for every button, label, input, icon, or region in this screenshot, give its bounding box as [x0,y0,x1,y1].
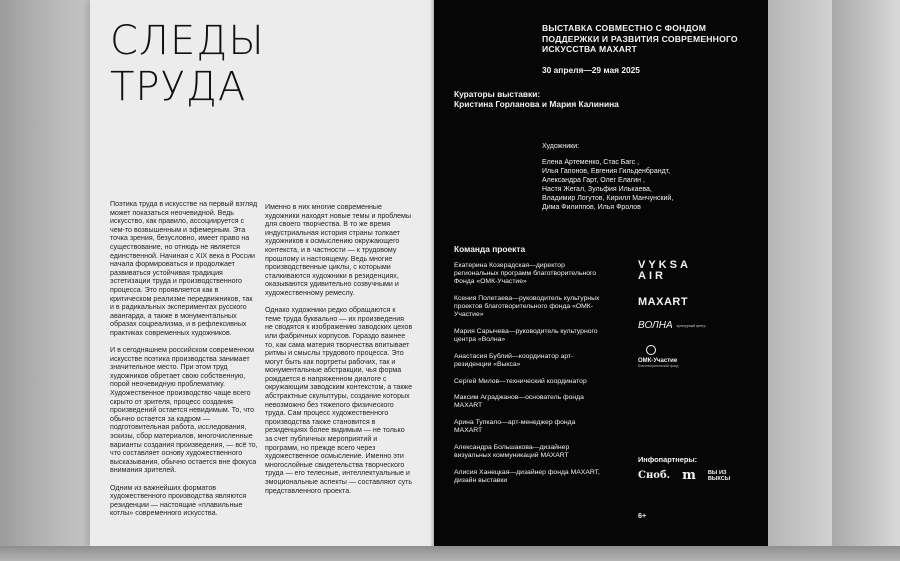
vy-iz-vyksy-logo: ВЫ ИЗ ВЫКСЫ [707,469,731,482]
info-partners-label: Инфопартнеры: [638,455,698,464]
omk-logo-subtitle: благотворительный фонд [638,364,679,368]
page-title [110,18,265,110]
volna-logo [638,320,748,331]
artists-line: Елена Артеменко, Стас Багс , [542,159,640,166]
team-member: Екатерина Козерадская—директор региональных программ благотворительного Фонда «ОМК-Участие» [454,262,597,286]
artists-label: Художники: [542,143,580,150]
text-column-2 [265,203,413,504]
vyksa-air-logo [638,260,748,282]
artists-line: Дима Филиппов, Илья Фролов [542,203,641,211]
paragraph: Одним из важнейших форматов художественного производства являются резиденции — настоящие «плавильные котлы» современного искусства. [110,483,247,518]
paragraph: Именно в них многие современные художники находят новые темы и проблемы для своего творчества. В то же время индустриальная история страны толкает художников к осмыслению окружающего контекста, и в частности — к трудовому прошлому и настоящему. Ведь многие производственные циклы, с которыми сталкиваются художники в резиденциях, оказываются удивительно созвучными и художественному ремеслу. [265,203,412,297]
paragraph: Поэтика труда в искусстве на первый взгляд может показаться неочевидной. Ведь искусство, как правило, ассоциируется с чем-то возвышенным и эфемерным. Эта точка зрения, безусловно, имеет право на существование, но отнюдь не является единственной. Начиная с XIX века в России начала формироваться и продолжает развиваться устойчивая традиция эстетизации труда и производственного процесса. Это проявляется как в критическом реализме передвижников, так и в радикальных экспериментах русского авангарда, а также в монументальных образах соцреализма, и в рефлексивных практиках современных художников. [110,200,258,337]
team-member: Алисия Ханецкая—дизайнер фонда MAXART, дизайн выставки [454,468,600,484]
text-column-1 [110,200,258,527]
team-member: Ксения Полетаева—руководитель культурных проектов благотворительного фонда «ОМК-Участие» [454,295,600,319]
air-logo-line: AIR [638,270,666,282]
curators-label: Кураторы выставки: [454,89,541,99]
title-line-2: ТРУДА [110,64,247,110]
artists-line: Илья Гапонов, Евгения Гильденбрандт, [542,167,671,175]
m-logo: m [682,468,696,483]
artists-list [542,159,742,212]
right-page [434,0,768,546]
background-wall [768,0,832,546]
artists-line: Александра Гарт, Олег Елагин , [542,176,645,184]
sponsor-logos [638,260,748,368]
team-member: Мария Сарычева—руководитель культурного центра «Волна» [454,328,598,344]
omk-mark-icon [646,345,656,355]
omk-logo [638,345,748,368]
team-member: Александра Большакова—дизайнер визуальных коммуникаций MAXART [454,443,570,459]
vyksa-logo-line: VYKSA [638,259,691,271]
curators-block [454,89,674,110]
paragraph: И в сегодняшнем российском современном искусстве поэтика производства занимает значительное место. При этом труд художников обретает свою собственную, порой неочевидную проблематику. Художественное производство чаще всего скрыто от зрителя, процесс создания произведений остается невидимым. То, что обычно остается за кадром — подготовительная работа, исследования, эскизы, сбор материалов, многочисленные варианты создания произведения, — всё то, что составляет основу художественного высказывания, обычно остается вне фокуса внимания зрителей. [110,346,258,475]
team-member: Сергей Милов—технический координатор [454,377,587,385]
floor-strip [0,546,900,561]
volna-logo-subtitle: культурный центр [676,323,706,328]
team-member: Максим Аграджанов—основатель фонда MAXART [454,394,584,410]
age-rating: 6+ [638,511,647,520]
maxart-logo: MAXART [638,296,689,308]
exhibition-header: ВЫСТАВКА СОВМЕСТНО С ФОНДОМ ПОДДЕРЖКИ И РАЗВИТИЯ СОВРЕМЕННОГО ИСКУССТВА MAXART [542,23,738,54]
team-list [454,262,604,493]
artists-line: Владимир Логутов, Кирилл Манчунский, [542,194,674,202]
team-label: Команда проекта [454,244,526,254]
curators-names: Кристина Горланова и Мария Калинина [454,99,619,110]
info-partners-logos [638,468,731,483]
omk-logo-text: ОМК-Участие [638,358,678,364]
team-member: Арина Тупкало—арт-менеджер фонда MAXART [454,418,576,435]
title-line-1: СЛЕДЫ [110,18,265,64]
exhibition-dates: 30 апреля—29 мая 2025 [542,65,640,75]
volna-logo-text: ВОЛНА [638,320,673,331]
paragraph: Однако художники редко обращаются к теме труда буквально — их произведения не сводятся к изображению заводских цехов или фабричных корпусов. Гораздо важнее то, как сама материя творчества впитывает ритмы и смыслы трудового процесса. Это могут быть как портреты рабочих, так и монументальные абстракции, чья форма рождается в напряженном диалоге с окружающим заводским контекстом, а также абстрактные скульптуры, создание которых невозможно без тяжелого физического труда. Сам процесс художественного производства также становится в резиденциях более видимым — не только за счет публичных мероприятий и программ, но прежде всего через художественное осмысление. Именно эти многослойные свидетельства творческого труда — его телесные, интеллектуальные и эмоциональные аспекты — составляют суть представленного проекта. [265,306,413,495]
snob-logo: Сноб. [638,470,671,481]
left-page [90,0,434,546]
team-member: Анастасия Бублий—координатор арт-резиденции «Выкса» [454,352,574,368]
artists-line: Настя Жегал, Зульфия Илькаева, [542,185,652,193]
